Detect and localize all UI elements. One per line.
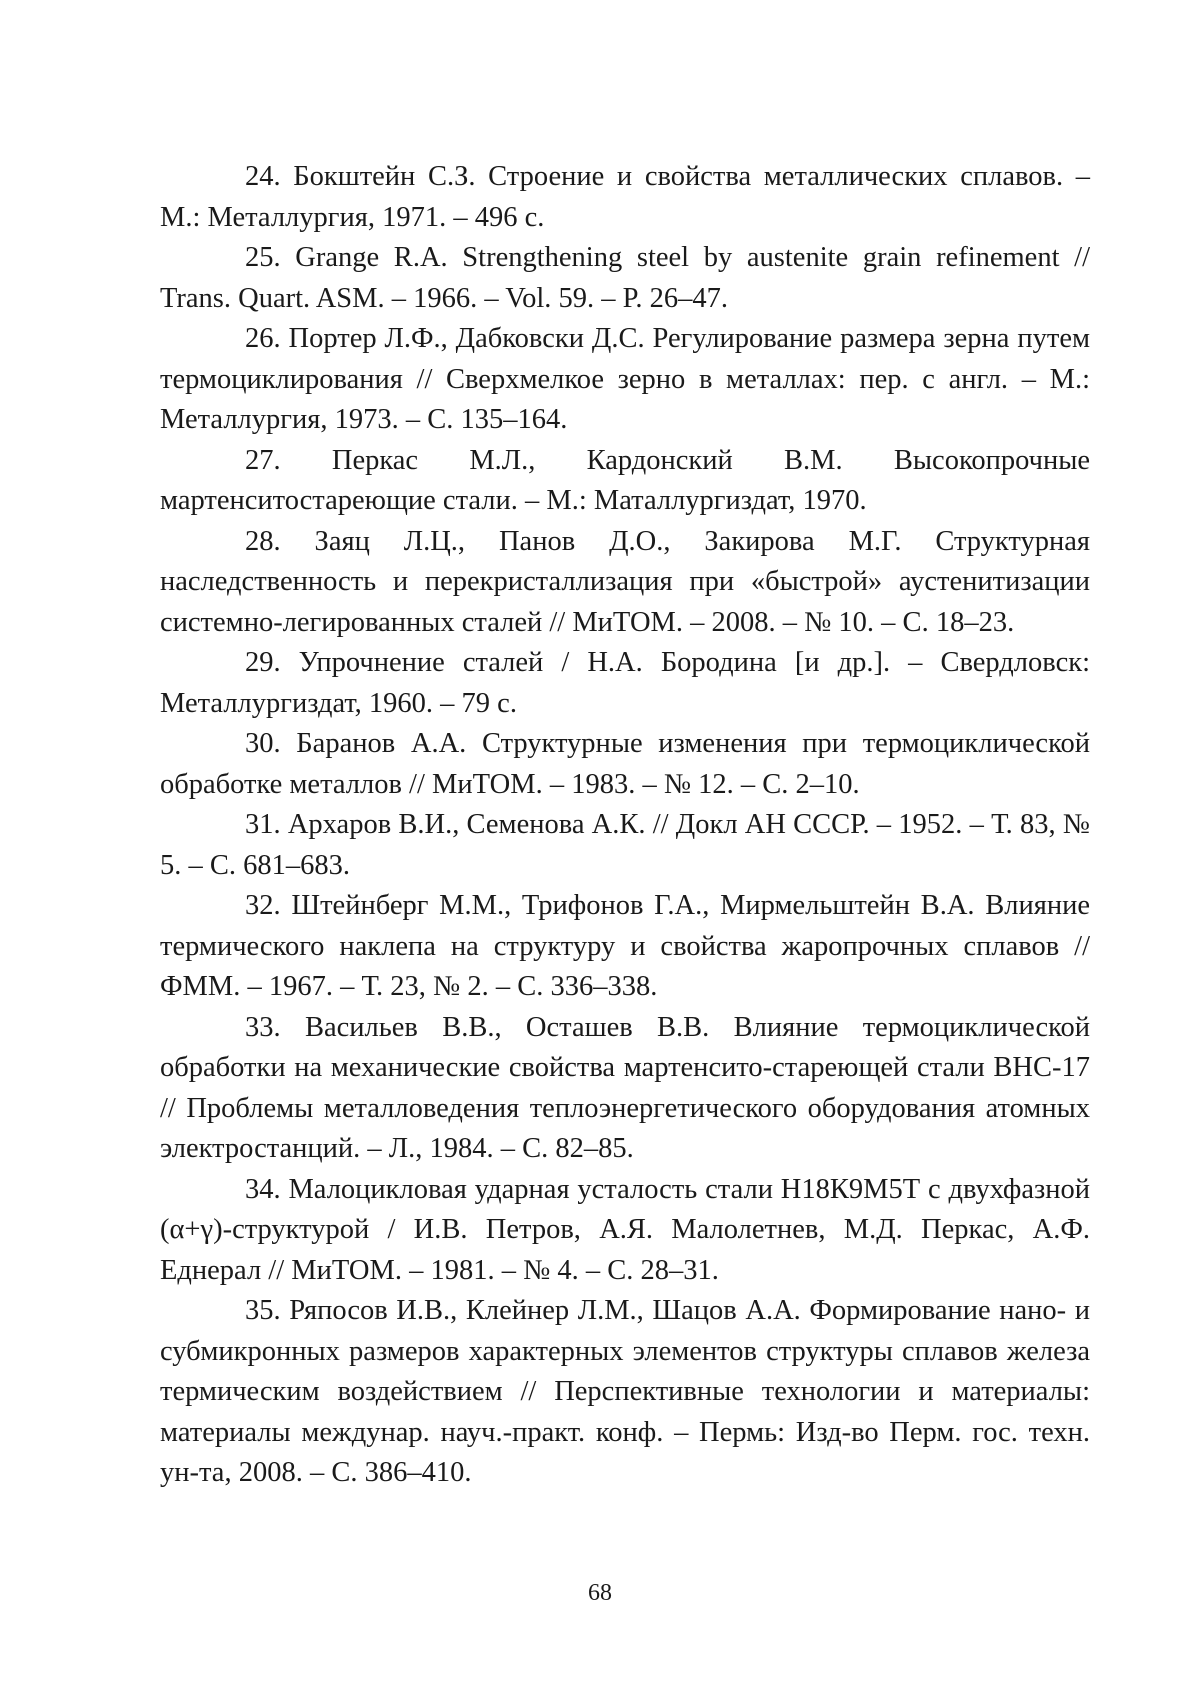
- reference-item-33: 33. Васильев В.В., Осташев В.В. Влияние термоциклической обработки на механические свойства мартенсито-стареющей стали ВНС-17 // Проблемы металловедения теплоэнергетического оборудования атомных электростанций. – Л., 1984. – С. 82–85.: [160, 1011, 1090, 1164]
- reference-item-25: 25. Grange R.A. Strengthening steel by austenite grain refinement // Trans. Quart. ASM. – 1966. – Vol. 59. – P. 26–47.: [160, 242, 1090, 314]
- page-number: 68: [588, 1580, 612, 1606]
- reference-item-24: 24. Бокштейн С.З. Строение и свойства металлических сплавов. – М.: Металлургия, 1971. – 496 с.: [160, 161, 1090, 233]
- reference-item-26: 26. Портер Л.Ф., Дабковски Д.С. Регулирование размера зерна путем термоциклирования // Сверхмелкое зерно в металлах: пер. с англ. – М.: Металлургия, 1973. – С. 135–164.: [160, 323, 1090, 435]
- reference-list: [160, 157, 1090, 1494]
- reference-item-31: 31. Архаров В.И., Семенова А.К. // Докл АН СССР. – 1952. – Т. 83, № 5. – С. 681–683.: [160, 809, 1090, 881]
- reference-item-34: 34. Малоцикловая ударная усталость стали Н18К9М5Т с двухфазной (α+γ)-структурой / И.В. Петров, А.Я. Малолетнев, М.Д. Перкас, А.Ф. Еднерал // МиТОМ. – 1981. – № 4. – С. 28–31.: [160, 1173, 1090, 1286]
- reference-item-29: 29. Упрочнение сталей / Н.А. Бородина [и др.]. – Свердловск: Металлургиздат, 1960. – 79 с.: [160, 647, 1090, 719]
- reference-item-35: 35. Ряпосов И.В., Клейнер Л.М., Шацов А.А. Формирование нано- и субмикронных размеров характерных элементов структуры сплавов железа термическим воздействием // Перспективные технологии и материалы: материалы междунар. науч.-практ. конф. – Пермь: Изд-во Перм. гос. техн. ун-та, 2008. – С. 386–410.: [160, 1295, 1090, 1488]
- reference-item-32: 32. Штейнберг М.М., Трифонов Г.А., Мирмельштейн В.А. Влияние термического наклепа на структуру и свойства жаропрочных сплавов // ФММ. – 1967. – Т. 23, № 2. – С. 336–338.: [160, 890, 1090, 1002]
- reference-item-30: 30. Баранов А.А. Структурные изменения при термоциклической обработке металлов // МиТОМ. – 1983. – № 12. – С. 2–10.: [160, 728, 1090, 800]
- reference-item-27: 27. Перкас М.Л., Кардонский В.М. Высокопрочные мартенситостареющие стали. – М.: Маталлургиздат, 1970.: [160, 444, 1090, 516]
- reference-item-28: 28. Заяц Л.Ц., Панов Д.О., Закирова М.Г. Структурная наследственность и перекристаллизация при «быстрой» аустенитизации системно-легированных сталей // МиТОМ. – 2008. – № 10. – С. 18–23.: [160, 525, 1090, 638]
